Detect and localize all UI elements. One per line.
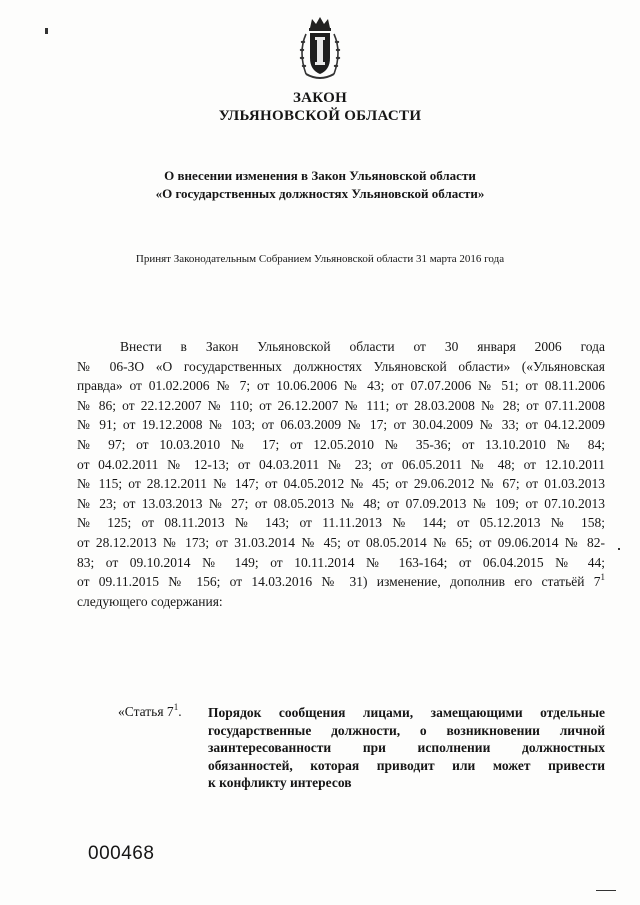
article-title-line: заинтересованности при исполнении должностных	[208, 740, 605, 756]
body-line: № 97; от 10.03.2010 № 17; от 12.05.2010 № 35-36; от 13.10.2010 № 84;	[77, 436, 605, 452]
body-line-with-superscript	[77, 572, 605, 592]
article-number-superscript: 1	[600, 572, 605, 583]
scan-artifact	[45, 28, 48, 34]
body-line: правда» от 01.02.2006 № 7; от 10.06.2006 № 43; от 07.07.2006 № 51; от 08.11.2006	[77, 378, 605, 394]
body-line: № 91; от 19.12.2008 № 103; от 06.03.2009 № 17; от 30.04.2009 № 33; от 04.12.2009	[77, 417, 605, 433]
article-label-superscript: 1	[173, 702, 179, 712]
adoption-note: Принят Законодательным Собранием Ульяновской области 31 марта 2016 года	[135, 253, 505, 265]
body-line: следующего содержания:	[77, 593, 223, 609]
article-label-text: «Статья 7	[118, 704, 174, 719]
body-line-text: от 09.11.2015 № 156; от 14.03.2016 № 31) изменение, дополнив его статьёй 7	[77, 574, 601, 590]
scan-artifact	[596, 890, 616, 891]
body-paragraph	[77, 337, 605, 611]
body-line: № 86; от 22.12.2007 № 110; от 26.12.2007 № 111; от 28.03.2008 № 28; от 07.11.2008	[77, 397, 605, 413]
article-label	[118, 704, 182, 720]
article-title-line: государственные должности, о возникновении личной	[208, 722, 605, 738]
body-line: № 125; от 08.11.2013 № 143; от 11.11.2013 № 144; от 05.12.2013 № 158;	[77, 515, 605, 531]
article-title	[208, 704, 605, 792]
body-line: от 04.02.2011 № 12-13; от 04.03.2011 № 23; от 06.05.2011 № 48; от 12.10.2011	[77, 456, 605, 472]
body-line: 83; от 09.10.2014 № 149; от 10.11.2014 № 163-164; от 06.04.2015 № 44;	[77, 554, 605, 570]
body-line: № 06-ЗО «О государственных должностях Ульяновской области» («Ульяновская	[77, 358, 605, 374]
document-subject-line: О внесении изменения в Закон Ульяновской области	[164, 168, 476, 183]
document-region-title: УЛЬЯНОВСКОЙ ОБЛАСТИ	[218, 108, 422, 124]
article-title-line: обязанностей, которая приводит или может привести	[208, 757, 605, 773]
article-title-line: Порядок сообщения лицами, замещающими отдельные	[208, 705, 605, 720]
article-title-line: к конфликту интересов	[208, 775, 352, 791]
registration-stamp-number: 000468	[88, 843, 155, 864]
article-label-end: .	[178, 704, 182, 719]
body-line: от 28.12.2013 № 173; от 31.03.2014 № 45; от 08.05.2014 № 65; от 09.06.2014 № 82-	[77, 534, 605, 550]
ulyanovsk-coat-of-arms-icon	[296, 14, 344, 84]
body-line: № 115; от 28.12.2011 № 147; от 04.05.2012 № 45; от 29.06.2012 № 67; от 01.03.2013	[77, 476, 605, 492]
body-line: № 23; от 13.03.2013 № 27; от 08.05.2013 № 48; от 07.09.2013 № 109; от 07.10.2013	[77, 495, 605, 511]
body-line: Внести в Закон Ульяновской области от 30 января 2006 года	[120, 339, 605, 354]
scan-artifact	[618, 548, 620, 550]
document-subject-line: «О государственных должностях Ульяновской области»	[155, 186, 485, 201]
document-type-title: ЗАКОН	[292, 90, 348, 106]
